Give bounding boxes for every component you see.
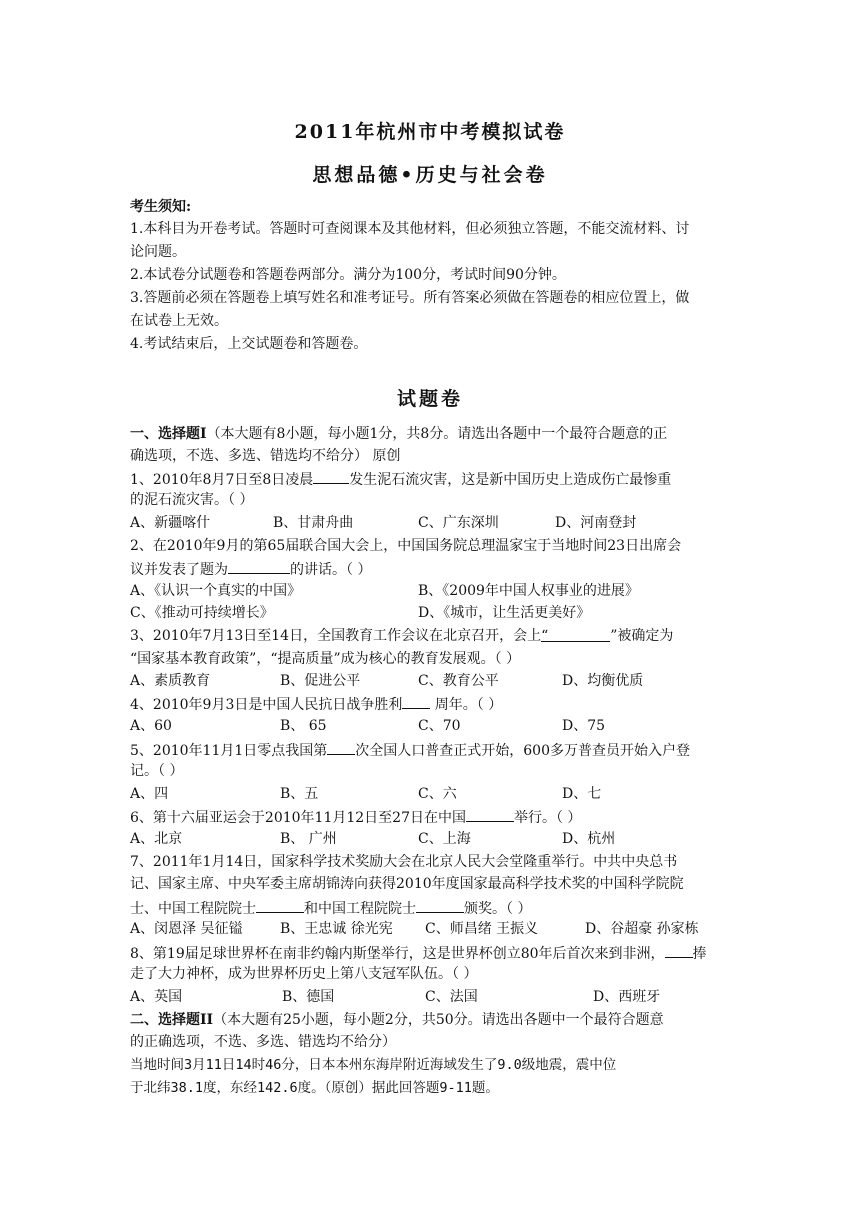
option-a: A、四	[130, 786, 169, 802]
answer-blank	[541, 626, 610, 642]
question-text: 颁奖。（ ）	[464, 901, 532, 917]
question-text: 3、2010年7月13日至14日，全国教育工作会议在北京召开，会上	[130, 628, 542, 644]
part1-heading: 一、选择题Ⅰ	[130, 426, 207, 442]
option-b: B、德国	[282, 989, 335, 1005]
option-b: B、 广州	[280, 831, 337, 847]
option-b: B、《2009年中国人权事业的进展》	[418, 583, 639, 599]
answer-blank	[256, 897, 304, 913]
question-7-line: 记、国家主席、中央军委主席胡锦涛向获得2010年度国家最高科学技术奖的中国科学院院	[130, 876, 684, 892]
answer-blank	[402, 693, 430, 709]
question-text: 举行。（ ）	[513, 810, 582, 826]
option-a: A、素质教育	[130, 673, 211, 689]
option-b: B、王忠诚 徐光宪	[280, 921, 393, 937]
option-c: C、广东深圳	[418, 515, 499, 531]
option-d: D、均衡优质	[562, 673, 644, 689]
answer-blank	[313, 468, 349, 484]
option-c: C、教育公平	[418, 673, 499, 689]
question-3-line	[130, 626, 673, 646]
part2-desc-line: 的正确选项，不选、多选、错选均不给分）	[130, 1034, 396, 1050]
option-b: B、甘肃舟曲	[273, 515, 354, 531]
question-text: ”被确定为	[610, 628, 674, 644]
notice-line: 4.考试结束后，上交试题卷和答题卷。	[130, 336, 368, 352]
question-text: 和中国工程院院士	[304, 901, 416, 917]
page-subtitle: 思想品德•历史与社会卷	[312, 164, 548, 186]
option-d: D、谷超豪 孙家栋	[585, 921, 699, 937]
option-c: C、师昌绪 王振义	[425, 921, 539, 937]
option-d: D、杭州	[562, 831, 616, 847]
part1-desc: （本大题有8小题，每小题1分，共8分。请选出各题中一个最符合题意的正	[206, 426, 668, 442]
question-4-line	[130, 693, 502, 715]
option-a: A、新疆喀什	[130, 515, 211, 531]
option-b: B、 65	[280, 718, 327, 734]
option-a: A、北京	[130, 831, 183, 847]
question-5-line	[130, 739, 690, 761]
question-text: 周年。（ ）	[430, 697, 503, 713]
question-text: “	[541, 628, 549, 644]
question-text: 发生泥石流灾害，这是新中国历史上造成伤亡最惨重	[349, 472, 672, 488]
question-text: 1、2010年8月7日至8日凌晨	[130, 472, 314, 488]
question-text: 议并发表了题为	[130, 562, 228, 578]
option-c: C、上海	[418, 831, 471, 847]
question-text: 士、中国工程院院士	[130, 901, 256, 917]
notice-heading: 考生须知:	[130, 199, 192, 215]
question-1-line: 的泥石流灾害。（ ）	[130, 492, 254, 508]
section-title: 试题卷	[396, 388, 463, 410]
question-8-line: 走了大力神杯，成为世界杯历史上第八支冠军队伍。（ ）	[130, 966, 478, 982]
notice-line: 在试卷上无效。	[130, 313, 228, 329]
passage-line: 于北纬38.1度，东经142.6度。（原创）据此回答题9-11题。	[130, 1080, 499, 1096]
question-text: 8、第19届足球世界杯在南非约翰内斯堡举行，这是世界杯创立80年后首次来到非洲，	[130, 946, 665, 962]
question-5-line: 记。（ ）	[130, 763, 184, 779]
question-3-line: “国家基本教育政策”，“提高质量”成为核心的教育发展观。（ ）	[130, 651, 521, 667]
option-d: D、《城市，让生活更美好》	[418, 605, 591, 621]
question-8-line	[130, 942, 707, 964]
option-c: C、法国	[425, 989, 478, 1005]
option-a: A、闵恩泽 吴征镒	[130, 921, 243, 937]
question-7-line: 7、2011年1月14日，国家科学技术奖励大会在北京人民大会堂隆重举行。中共中央总书	[130, 854, 678, 870]
question-text: 的讲话。（ ）	[290, 562, 372, 578]
page-title: 2011年杭州市中考模拟试卷	[294, 121, 566, 143]
part2-desc: （本大题有25小题，每小题2分，共50分。请选出各题中一个最符合题意	[213, 1012, 664, 1028]
notice-line: 3.答题前必须在答题卷上填写姓名和准考证号。所有答案必须做在答题卷的相应位置上，做	[130, 290, 690, 306]
answer-blank	[327, 739, 355, 755]
option-a: A、英国	[130, 989, 183, 1005]
option-c: C、70	[418, 718, 461, 734]
question-6-line	[130, 806, 581, 828]
question-text: 6、第十六届亚运会于2010年11月12日至27日在中国	[130, 810, 466, 826]
part1-intro-line	[130, 424, 667, 444]
option-d: D、75	[562, 718, 606, 734]
option-d: D、河南登封	[555, 515, 637, 531]
question-text: 4、2010年9月3日是中国人民抗日战争胜利	[130, 697, 403, 713]
option-b: B、促进公平	[280, 673, 361, 689]
option-d: D、西班牙	[593, 989, 661, 1005]
answer-blank	[665, 942, 693, 958]
option-a: A、《认识一个真实的中国》	[130, 583, 302, 599]
notice-line: 2.本试卷分试题卷和答题卷两部分。满分为100分，考试时间90分钟。	[130, 267, 566, 283]
answer-blank	[228, 558, 290, 574]
answer-blank	[416, 897, 464, 913]
passage-line: 当地时间3月11日14时46分，日本本州东海岸附近海域发生了9.0级地震，震中位	[130, 1057, 617, 1073]
question-text: 5、2010年11月1日零点我国第	[130, 743, 328, 759]
notice-line: 1.本科目为开卷考试。答题时可查阅课本及其他材料，但必须独立答题，不能交流材料、讨	[130, 221, 690, 237]
answer-blank	[466, 806, 514, 822]
option-a: A、60	[130, 718, 172, 734]
question-text: 次全国人口普查正式开始，600多万普查员开始入户登	[355, 743, 690, 759]
option-d: D、七	[562, 786, 602, 802]
question-2-line	[130, 558, 371, 580]
part2-intro-line	[130, 1010, 664, 1030]
option-c: C、六	[418, 786, 457, 802]
option-c: C、《推动可持续增长》	[130, 605, 274, 621]
question-1-line	[130, 468, 671, 490]
option-b: B、五	[280, 786, 319, 802]
notice-line: 论问题。	[130, 244, 186, 260]
part2-heading: 二、选择题II	[130, 1012, 214, 1028]
question-text: 捧	[692, 946, 707, 962]
question-2-line: 2、在2010年9月的第65届联合国大会上，中国国务院总理温家宝于当地时间23日出席会	[130, 538, 682, 554]
part1-desc-line: 确选项，不选、多选、错选均不给分） 原创	[130, 448, 401, 464]
question-7-line	[130, 897, 531, 919]
